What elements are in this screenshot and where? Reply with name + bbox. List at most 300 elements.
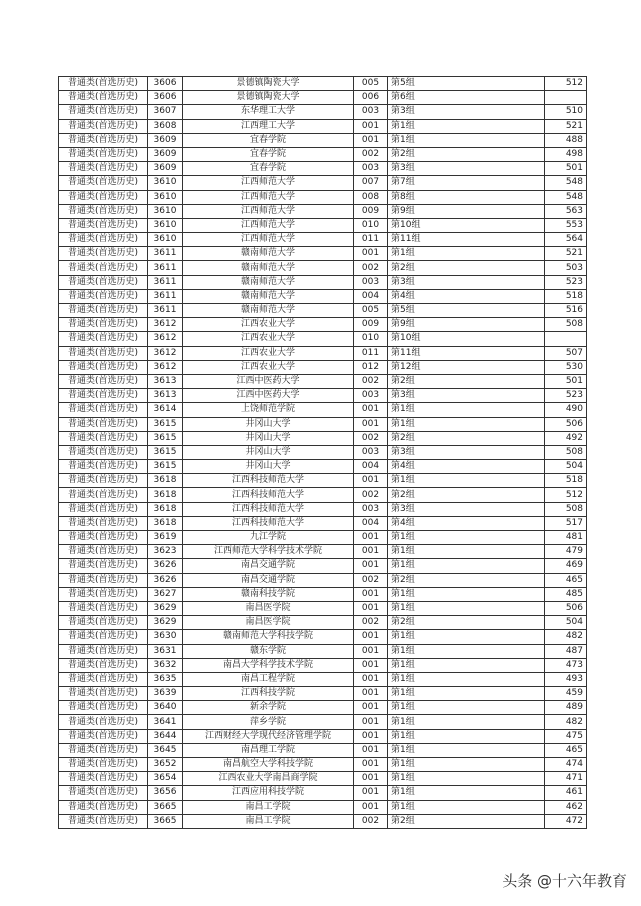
school-name-cell: 景德镇陶瓷大学 (183, 77, 354, 91)
school-code-cell: 3632 (148, 658, 183, 672)
school-name-cell: 南昌理工学院 (183, 743, 354, 757)
category-cell: 普通类(首选历史) (59, 516, 148, 530)
school-name-cell: 赣南科技学院 (183, 587, 354, 601)
category-cell: 普通类(首选历史) (59, 814, 148, 828)
table-row (59, 488, 587, 502)
min-score-cell: 482 (545, 630, 587, 644)
group-name-cell: 第1组 (388, 644, 545, 658)
table-row (59, 289, 587, 303)
min-score-cell: 503 (545, 261, 587, 275)
school-name-cell: 井冈山大学 (183, 431, 354, 445)
school-code-cell: 3606 (148, 91, 183, 105)
table-row (59, 304, 587, 318)
group-code-cell: 012 (354, 360, 388, 374)
group-name-cell: 第3组 (388, 162, 545, 176)
group-name-cell: 第6组 (388, 91, 545, 105)
group-code-cell: 009 (354, 204, 388, 218)
table-row (59, 91, 587, 105)
group-name-cell: 第12组 (388, 360, 545, 374)
school-code-cell: 3611 (148, 289, 183, 303)
group-code-cell: 004 (354, 516, 388, 530)
category-cell: 普通类(首选历史) (59, 403, 148, 417)
school-code-cell: 3609 (148, 147, 183, 161)
table-row (59, 176, 587, 190)
table-row (59, 672, 587, 686)
school-name-cell: 赣南师范大学科技学院 (183, 630, 354, 644)
group-code-cell: 001 (354, 672, 388, 686)
table-row (59, 346, 587, 360)
school-name-cell: 南昌工程学院 (183, 672, 354, 686)
school-name-cell: 江西师范大学 (183, 204, 354, 218)
category-cell: 普通类(首选历史) (59, 743, 148, 757)
school-name-cell: 东华理工大学 (183, 105, 354, 119)
group-name-cell: 第1组 (388, 715, 545, 729)
table-row (59, 474, 587, 488)
school-code-cell: 3626 (148, 559, 183, 573)
group-code-cell: 011 (354, 346, 388, 360)
group-name-cell: 第1组 (388, 701, 545, 715)
min-score-cell: 521 (545, 119, 587, 133)
table-row (59, 119, 587, 133)
group-name-cell: 第5组 (388, 304, 545, 318)
school-code-cell: 3613 (148, 389, 183, 403)
min-score-cell: 512 (545, 488, 587, 502)
table-row (59, 786, 587, 800)
group-code-cell: 001 (354, 559, 388, 573)
group-name-cell: 第1组 (388, 531, 545, 545)
table-row (59, 332, 587, 346)
school-name-cell: 南昌航空大学科技学院 (183, 758, 354, 772)
table-row (59, 616, 587, 630)
table-row (59, 389, 587, 403)
group-name-cell: 第1组 (388, 786, 545, 800)
group-name-cell: 第2组 (388, 616, 545, 630)
group-name-cell: 第1组 (388, 559, 545, 573)
school-name-cell: 萍乡学院 (183, 715, 354, 729)
category-cell: 普通类(首选历史) (59, 77, 148, 91)
category-cell: 普通类(首选历史) (59, 715, 148, 729)
min-score-cell: 506 (545, 417, 587, 431)
group-name-cell: 第2组 (388, 147, 545, 161)
group-code-cell: 005 (354, 77, 388, 91)
table-row (59, 233, 587, 247)
school-code-cell: 3614 (148, 403, 183, 417)
group-name-cell: 第1组 (388, 772, 545, 786)
min-score-cell: 523 (545, 389, 587, 403)
min-score-cell: 481 (545, 531, 587, 545)
school-code-cell: 3623 (148, 545, 183, 559)
group-name-cell: 第4组 (388, 289, 545, 303)
group-name-cell: 第7组 (388, 176, 545, 190)
table-row (59, 772, 587, 786)
category-cell: 普通类(首选历史) (59, 431, 148, 445)
category-cell: 普通类(首选历史) (59, 176, 148, 190)
school-code-cell: 3610 (148, 176, 183, 190)
group-name-cell: 第11组 (388, 233, 545, 247)
table-row (59, 162, 587, 176)
category-cell: 普通类(首选历史) (59, 701, 148, 715)
school-name-cell: 江西农业大学 (183, 318, 354, 332)
group-name-cell: 第3组 (388, 445, 545, 459)
category-cell: 普通类(首选历史) (59, 133, 148, 147)
group-code-cell: 001 (354, 133, 388, 147)
category-cell: 普通类(首选历史) (59, 105, 148, 119)
school-name-cell: 江西师范大学 (183, 233, 354, 247)
school-name-cell: 江西科技师范大学 (183, 488, 354, 502)
school-name-cell: 宜春学院 (183, 133, 354, 147)
category-cell: 普通类(首选历史) (59, 289, 148, 303)
min-score-cell: 504 (545, 460, 587, 474)
group-code-cell: 004 (354, 289, 388, 303)
table-row (59, 814, 587, 828)
category-cell: 普通类(首选历史) (59, 91, 148, 105)
group-code-cell: 003 (354, 275, 388, 289)
school-name-cell: 宜春学院 (183, 162, 354, 176)
group-name-cell: 第1组 (388, 403, 545, 417)
min-score-cell: 479 (545, 545, 587, 559)
category-cell: 普通类(首选历史) (59, 275, 148, 289)
min-score-cell: 493 (545, 672, 587, 686)
school-name-cell: 江西师范大学科学技术学院 (183, 545, 354, 559)
table-row (59, 190, 587, 204)
category-cell: 普通类(首选历史) (59, 587, 148, 601)
table-row (59, 77, 587, 91)
school-name-cell: 赣南师范大学 (183, 304, 354, 318)
group-name-cell: 第1组 (388, 119, 545, 133)
school-code-cell: 3656 (148, 786, 183, 800)
school-name-cell: 江西中医药大学 (183, 389, 354, 403)
min-score-cell: 482 (545, 715, 587, 729)
group-name-cell: 第9组 (388, 204, 545, 218)
category-cell: 普通类(首选历史) (59, 204, 148, 218)
group-code-cell: 001 (354, 800, 388, 814)
school-name-cell: 井冈山大学 (183, 445, 354, 459)
school-name-cell: 江西师范大学 (183, 218, 354, 232)
group-name-cell: 第2组 (388, 488, 545, 502)
group-code-cell: 002 (354, 261, 388, 275)
table-row (59, 147, 587, 161)
watermark: 头条 @十六年教育 (502, 872, 627, 890)
school-name-cell: 九江学院 (183, 531, 354, 545)
school-code-cell: 3611 (148, 304, 183, 318)
group-code-cell: 002 (354, 374, 388, 388)
group-name-cell: 第2组 (388, 431, 545, 445)
school-name-cell: 南昌医学院 (183, 601, 354, 615)
school-name-cell: 南昌交通学院 (183, 559, 354, 573)
school-name-cell: 赣南师范大学 (183, 275, 354, 289)
school-name-cell: 景德镇陶瓷大学 (183, 91, 354, 105)
min-score-cell: 485 (545, 587, 587, 601)
category-cell: 普通类(首选历史) (59, 233, 148, 247)
category-cell: 普通类(首选历史) (59, 360, 148, 374)
school-code-cell: 3639 (148, 687, 183, 701)
group-name-cell: 第3组 (388, 275, 545, 289)
category-cell: 普通类(首选历史) (59, 658, 148, 672)
min-score-cell: 521 (545, 247, 587, 261)
school-code-cell: 3615 (148, 431, 183, 445)
table-row (59, 516, 587, 530)
group-code-cell: 002 (354, 573, 388, 587)
category-cell: 普通类(首选历史) (59, 644, 148, 658)
table-row (59, 460, 587, 474)
table-row (59, 729, 587, 743)
group-code-cell: 002 (354, 616, 388, 630)
min-score-cell: 501 (545, 162, 587, 176)
group-name-cell: 第1组 (388, 601, 545, 615)
school-code-cell: 3618 (148, 474, 183, 488)
table-row (59, 644, 587, 658)
group-code-cell: 001 (354, 701, 388, 715)
table-row (59, 105, 587, 119)
school-code-cell: 3618 (148, 516, 183, 530)
group-name-cell: 第9组 (388, 318, 545, 332)
school-name-cell: 江西科技师范大学 (183, 474, 354, 488)
school-name-cell: 江西财经大学现代经济管理学院 (183, 729, 354, 743)
group-name-cell: 第1组 (388, 743, 545, 757)
category-cell: 普通类(首选历史) (59, 460, 148, 474)
min-score-cell: 506 (545, 601, 587, 615)
group-name-cell: 第4组 (388, 516, 545, 530)
group-name-cell: 第1组 (388, 474, 545, 488)
category-cell: 普通类(首选历史) (59, 502, 148, 516)
table-row (59, 275, 587, 289)
group-name-cell: 第10组 (388, 218, 545, 232)
category-cell: 普通类(首选历史) (59, 573, 148, 587)
school-name-cell: 上饶师范学院 (183, 403, 354, 417)
category-cell: 普通类(首选历史) (59, 758, 148, 772)
school-code-cell: 3611 (148, 247, 183, 261)
school-code-cell: 3665 (148, 800, 183, 814)
group-name-cell: 第3组 (388, 105, 545, 119)
table-row (59, 445, 587, 459)
table-row (59, 374, 587, 388)
table-row (59, 261, 587, 275)
group-name-cell: 第1组 (388, 587, 545, 601)
group-code-cell: 001 (354, 772, 388, 786)
school-code-cell: 3608 (148, 119, 183, 133)
category-cell: 普通类(首选历史) (59, 389, 148, 403)
table-row (59, 403, 587, 417)
category-cell: 普通类(首选历史) (59, 601, 148, 615)
school-code-cell: 3610 (148, 190, 183, 204)
min-score-cell: 459 (545, 687, 587, 701)
min-score-cell: 487 (545, 644, 587, 658)
school-name-cell: 江西理工大学 (183, 119, 354, 133)
school-code-cell: 3627 (148, 587, 183, 601)
min-score-cell (545, 332, 587, 346)
group-code-cell: 010 (354, 218, 388, 232)
school-code-cell: 3640 (148, 701, 183, 715)
school-name-cell: 宜春学院 (183, 147, 354, 161)
school-code-cell: 3644 (148, 729, 183, 743)
group-code-cell: 001 (354, 545, 388, 559)
min-score-cell: 472 (545, 814, 587, 828)
category-cell: 普通类(首选历史) (59, 800, 148, 814)
table-row (59, 658, 587, 672)
category-cell: 普通类(首选历史) (59, 374, 148, 388)
table-row (59, 502, 587, 516)
group-name-cell: 第2组 (388, 573, 545, 587)
group-code-cell: 002 (354, 431, 388, 445)
table-row (59, 687, 587, 701)
category-cell: 普通类(首选历史) (59, 672, 148, 686)
group-name-cell: 第11组 (388, 346, 545, 360)
category-cell: 普通类(首选历史) (59, 488, 148, 502)
min-score-cell: 518 (545, 289, 587, 303)
group-name-cell: 第1组 (388, 133, 545, 147)
table-row (59, 701, 587, 715)
min-score-cell: 462 (545, 800, 587, 814)
min-score-cell: 504 (545, 616, 587, 630)
school-code-cell: 3610 (148, 204, 183, 218)
min-score-cell: 475 (545, 729, 587, 743)
min-score-cell: 501 (545, 374, 587, 388)
table-row (59, 360, 587, 374)
group-code-cell: 001 (354, 729, 388, 743)
table-body (59, 77, 587, 829)
school-name-cell: 江西农业大学 (183, 332, 354, 346)
group-name-cell: 第5组 (388, 77, 545, 91)
category-cell: 普通类(首选历史) (59, 630, 148, 644)
school-code-cell: 3631 (148, 644, 183, 658)
admission-score-table (58, 76, 587, 829)
group-code-cell: 001 (354, 758, 388, 772)
category-cell: 普通类(首选历史) (59, 318, 148, 332)
school-code-cell: 3618 (148, 502, 183, 516)
group-code-cell: 003 (354, 445, 388, 459)
group-code-cell: 001 (354, 687, 388, 701)
min-score-cell: 498 (545, 147, 587, 161)
school-code-cell: 3615 (148, 445, 183, 459)
school-code-cell: 3615 (148, 460, 183, 474)
table-row (59, 531, 587, 545)
min-score-cell: 510 (545, 105, 587, 119)
group-code-cell: 003 (354, 389, 388, 403)
group-name-cell: 第4组 (388, 460, 545, 474)
school-name-cell: 赣南师范大学 (183, 261, 354, 275)
min-score-cell: 471 (545, 772, 587, 786)
category-cell: 普通类(首选历史) (59, 190, 148, 204)
group-name-cell: 第1组 (388, 630, 545, 644)
category-cell: 普通类(首选历史) (59, 772, 148, 786)
group-code-cell: 001 (354, 474, 388, 488)
category-cell: 普通类(首选历史) (59, 445, 148, 459)
min-score-cell: 517 (545, 516, 587, 530)
school-name-cell: 江西农业大学 (183, 360, 354, 374)
category-cell: 普通类(首选历史) (59, 687, 148, 701)
category-cell: 普通类(首选历史) (59, 332, 148, 346)
min-score-cell: 488 (545, 133, 587, 147)
table-row (59, 758, 587, 772)
table-row (59, 573, 587, 587)
group-code-cell: 001 (354, 119, 388, 133)
school-code-cell: 3635 (148, 672, 183, 686)
table-row (59, 318, 587, 332)
table-row (59, 247, 587, 261)
group-code-cell: 007 (354, 176, 388, 190)
group-code-cell: 001 (354, 601, 388, 615)
min-score-cell: 490 (545, 403, 587, 417)
group-code-cell: 001 (354, 531, 388, 545)
table-row (59, 601, 587, 615)
school-code-cell: 3629 (148, 601, 183, 615)
group-code-cell: 003 (354, 162, 388, 176)
school-code-cell: 3611 (148, 275, 183, 289)
group-code-cell: 008 (354, 190, 388, 204)
category-cell: 普通类(首选历史) (59, 616, 148, 630)
category-cell: 普通类(首选历史) (59, 346, 148, 360)
school-name-cell: 江西农业大学南昌商学院 (183, 772, 354, 786)
school-code-cell: 3629 (148, 616, 183, 630)
group-code-cell: 001 (354, 715, 388, 729)
school-code-cell: 3630 (148, 630, 183, 644)
school-code-cell: 3610 (148, 233, 183, 247)
school-name-cell: 江西科技师范大学 (183, 516, 354, 530)
table-row (59, 133, 587, 147)
school-code-cell: 3609 (148, 162, 183, 176)
min-score-cell: 507 (545, 346, 587, 360)
group-code-cell: 004 (354, 460, 388, 474)
school-name-cell: 南昌大学科学技术学院 (183, 658, 354, 672)
school-name-cell: 赣东学院 (183, 644, 354, 658)
group-code-cell: 001 (354, 743, 388, 757)
min-score-cell: 523 (545, 275, 587, 289)
min-score-cell: 474 (545, 758, 587, 772)
category-cell: 普通类(首选历史) (59, 218, 148, 232)
category-cell: 普通类(首选历史) (59, 119, 148, 133)
group-name-cell: 第2组 (388, 374, 545, 388)
group-code-cell: 005 (354, 304, 388, 318)
category-cell: 普通类(首选历史) (59, 261, 148, 275)
school-code-cell: 3641 (148, 715, 183, 729)
school-code-cell: 3615 (148, 417, 183, 431)
category-cell: 普通类(首选历史) (59, 417, 148, 431)
min-score-cell: 465 (545, 743, 587, 757)
school-name-cell: 江西应用科技学院 (183, 786, 354, 800)
school-code-cell: 3652 (148, 758, 183, 772)
min-score-cell: 473 (545, 658, 587, 672)
school-name-cell: 南昌工学院 (183, 800, 354, 814)
min-score-cell: 461 (545, 786, 587, 800)
school-name-cell: 井冈山大学 (183, 417, 354, 431)
min-score-cell: 518 (545, 474, 587, 488)
school-name-cell: 赣南师范大学 (183, 289, 354, 303)
category-cell: 普通类(首选历史) (59, 304, 148, 318)
category-cell: 普通类(首选历史) (59, 162, 148, 176)
group-code-cell: 001 (354, 786, 388, 800)
min-score-cell: 508 (545, 318, 587, 332)
school-code-cell: 3606 (148, 77, 183, 91)
school-name-cell: 新余学院 (183, 701, 354, 715)
group-name-cell: 第2组 (388, 261, 545, 275)
school-name-cell: 井冈山大学 (183, 460, 354, 474)
category-cell: 普通类(首选历史) (59, 147, 148, 161)
school-name-cell: 赣南师范大学 (183, 247, 354, 261)
group-name-cell: 第1组 (388, 800, 545, 814)
school-name-cell: 江西科技学院 (183, 687, 354, 701)
group-code-cell: 011 (354, 233, 388, 247)
category-cell: 普通类(首选历史) (59, 729, 148, 743)
school-name-cell: 南昌交通学院 (183, 573, 354, 587)
min-score-cell: 512 (545, 77, 587, 91)
min-score-cell: 553 (545, 218, 587, 232)
table-row (59, 545, 587, 559)
group-code-cell: 002 (354, 488, 388, 502)
group-name-cell: 第1组 (388, 758, 545, 772)
group-name-cell: 第3组 (388, 389, 545, 403)
group-code-cell: 006 (354, 91, 388, 105)
category-cell: 普通类(首选历史) (59, 786, 148, 800)
